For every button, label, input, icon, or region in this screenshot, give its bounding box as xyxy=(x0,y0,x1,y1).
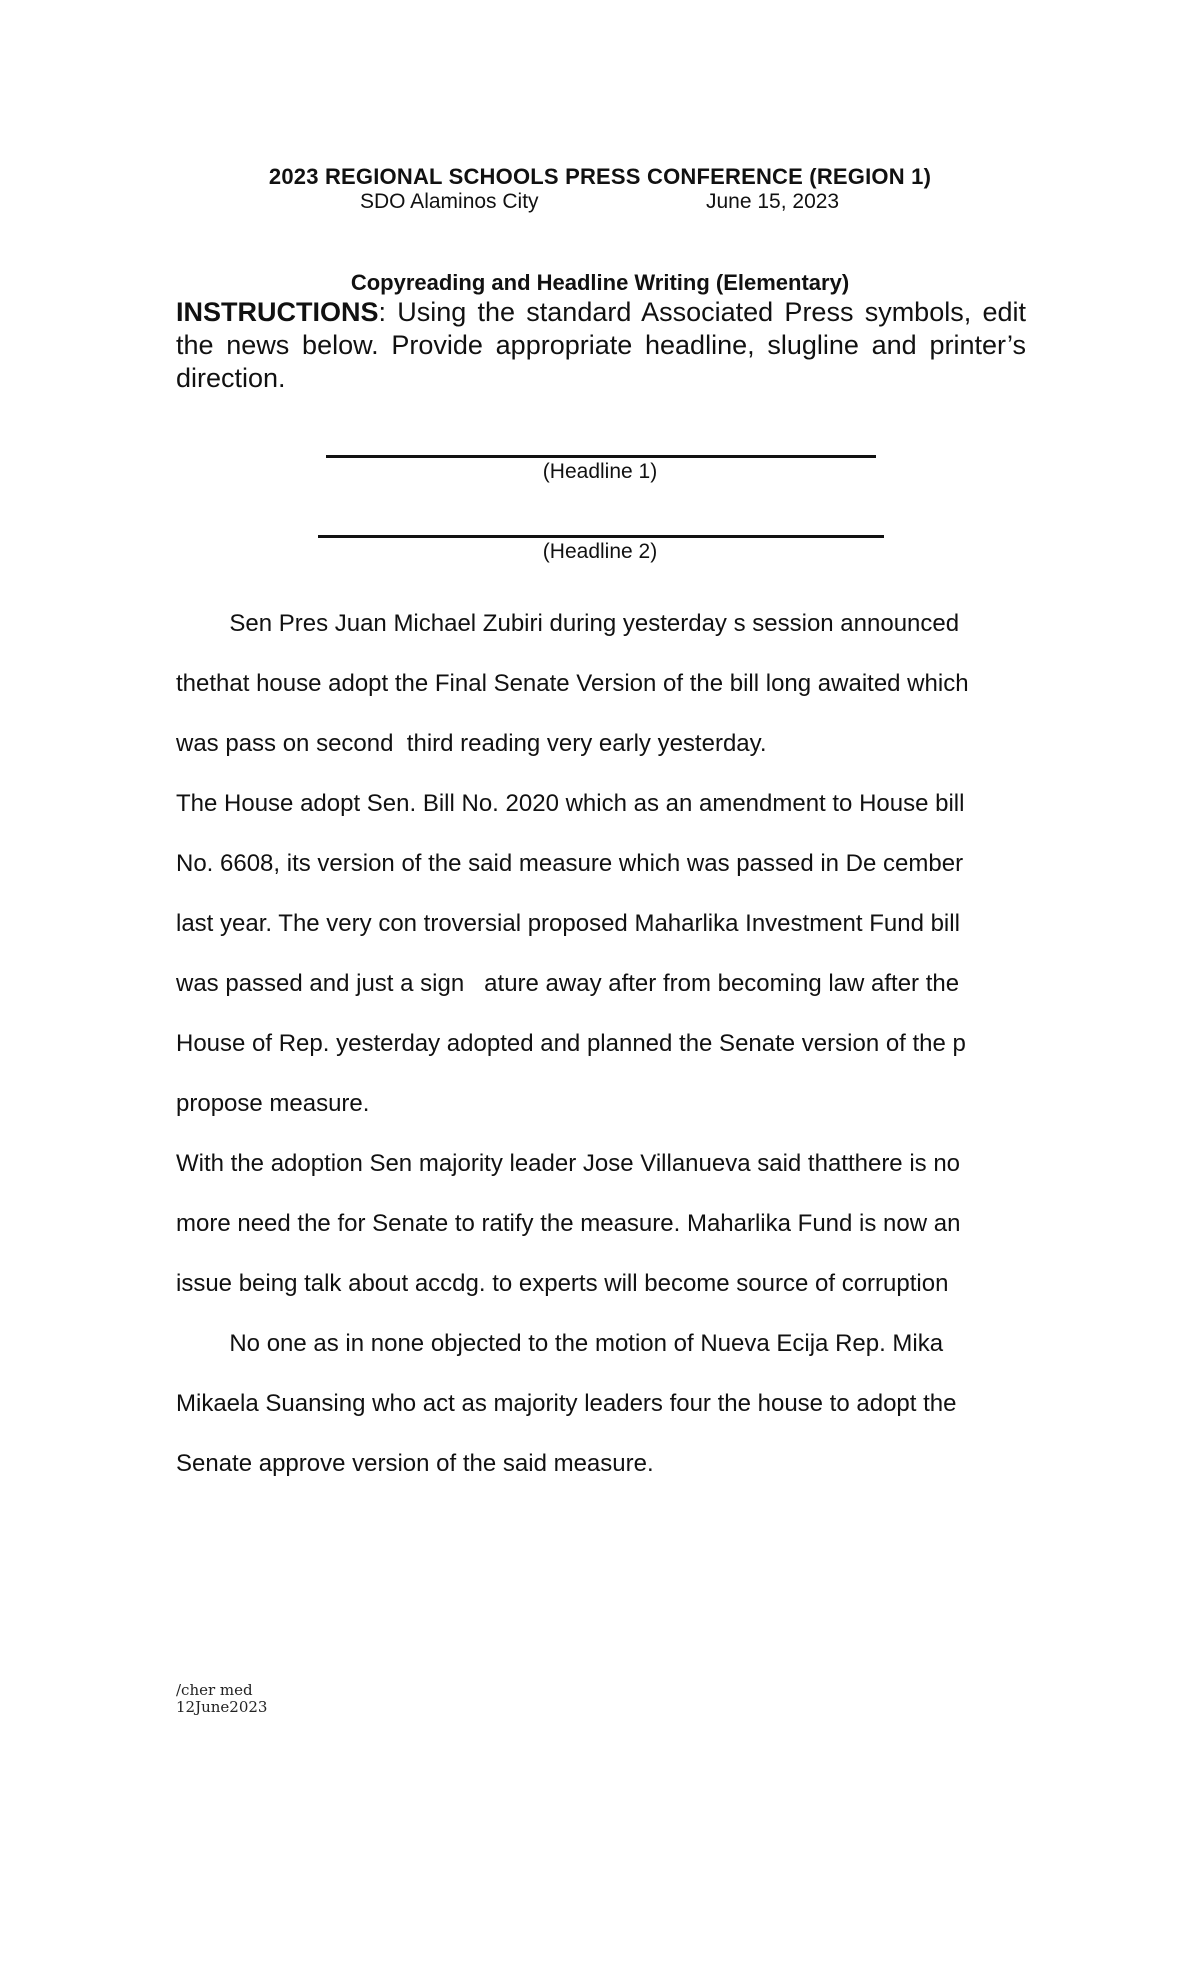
article-line: propose measure. xyxy=(176,1090,370,1117)
headline-1-blank xyxy=(326,455,876,458)
article-line: Sen Pres Juan Michael Zubiri during yesterday s session announced xyxy=(176,610,960,637)
article-line: last year. The very con troversial proposed Maharlika Investment Fund bill xyxy=(176,910,960,937)
article-line: No. 6608, its version of the said measure which was passed in De cember xyxy=(176,850,964,877)
article-line: was pass on second third reading very early yesterday. xyxy=(176,730,767,757)
article-line: House of Rep. yesterday adopted and planned the Senate version of the p xyxy=(176,1030,966,1057)
article-line: issue being talk about accdg. to experts will become source of corruption xyxy=(176,1270,949,1297)
article-line: Mikaela Suansing who act as majority leaders four the house to adopt the xyxy=(176,1390,957,1417)
article-line: Senate approve version of the said measure. xyxy=(176,1450,654,1477)
article-line: With the adoption Sen majority leader Jose Villanueva said thatthere is no xyxy=(176,1150,961,1177)
conference-title: 2023 REGIONAL SCHOOLS PRESS CONFERENCE (REGION 1) xyxy=(268,164,932,189)
contest-title: Copyreading and Headline Writing (Elementary) xyxy=(350,270,850,295)
headline-2-blank xyxy=(318,535,884,538)
instructions-paragraph xyxy=(176,296,1026,395)
instructions-text: : Using the standard Associated Press symbols, edit the news below. Provide appropriate headline, slugline and printer’s direction. xyxy=(176,297,1026,393)
footer-date: 12June2023 xyxy=(176,1698,268,1716)
news-article xyxy=(176,610,1036,1477)
headline-1-caption: (Headline 1) xyxy=(542,460,658,483)
footer-signature xyxy=(176,1682,267,1716)
headline-2-caption: (Headline 2) xyxy=(542,540,658,563)
article-line: The House adopt Sen. Bill No. 2020 which as an amendment to House bill xyxy=(176,790,965,817)
conference-date: June 15, 2023 xyxy=(706,190,840,213)
article-line: was passed and just a sign ature away after from becoming law after the xyxy=(176,970,960,997)
article-line: more need the for Senate to ratify the measure. Maharlika Fund is now an xyxy=(176,1210,961,1237)
footer-author: /cher med xyxy=(176,1681,253,1699)
article-line: thethat house adopt the Final Senate Version of the bill long awaited which xyxy=(176,670,969,697)
division-office: SDO Alaminos City xyxy=(360,190,539,213)
instructions-label: INSTRUCTIONS xyxy=(176,297,379,327)
article-line: No one as in none objected to the motion of Nueva Ecija Rep. Mika xyxy=(176,1330,944,1357)
